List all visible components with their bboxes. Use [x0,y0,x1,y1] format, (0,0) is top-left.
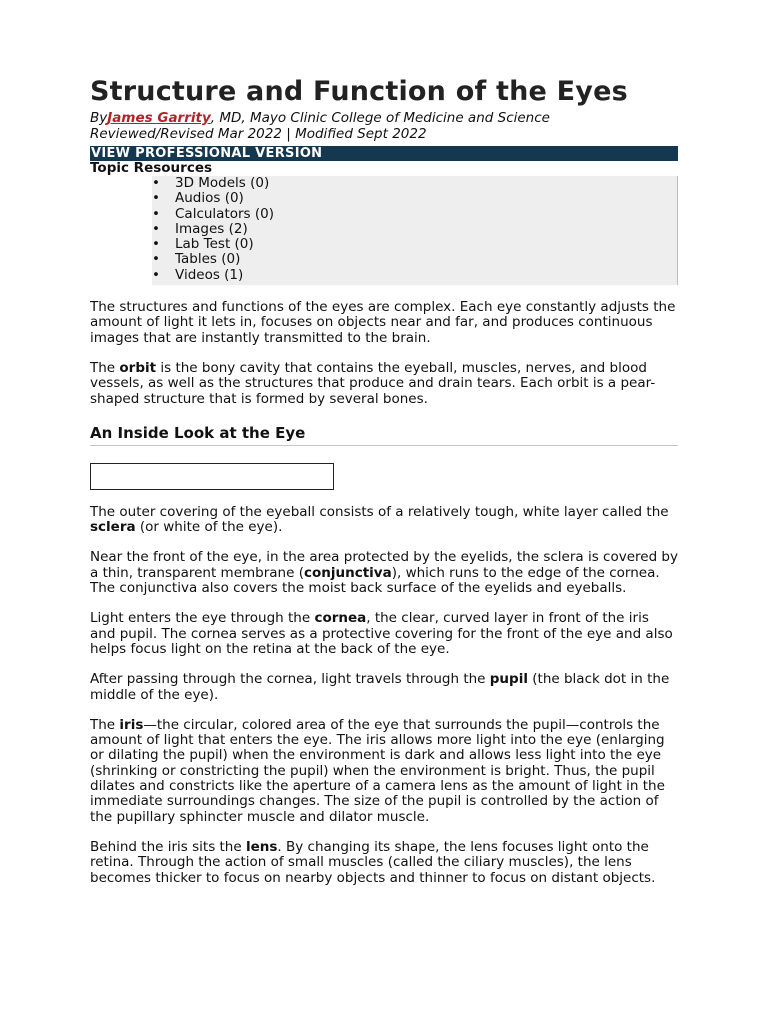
resource-item-videos[interactable]: • Videos (1) [152,266,244,283]
resource-item-audios[interactable]: • Audios (0) [152,190,244,207]
article [90,74,678,886]
bullet-icon: • [152,175,160,191]
bullet-icon: • [152,190,160,207]
bullet-icon: • [152,266,160,283]
paragraph-lens: Behind the iris sits the lens. By changing its shape, the lens focuses light onto the retina. Through the action of small muscles (called the ciliary muscles), the lens becomes thicker to focus on nearby objects and thinner to focus on distant objects. [90,838,656,886]
byline [90,110,678,126]
resource-item-images[interactable]: • Images (2) [152,220,248,237]
section-heading: An Inside Look at the Eye [90,423,678,446]
topic-resources-title: Topic Resources [90,160,213,176]
bullet-icon: • [152,236,160,253]
intro-paragraph-orbit: The orbit is the bony cavity that contains the eyeball, muscles, nerves, and blood vessels, as well as the structures that produce and drain tears. Each orbit is a pear-shaped structure that is formed by several bones. [90,359,656,407]
author-link[interactable]: James Garrity [107,110,211,126]
page-title: Structure and Function of the Eyes [90,76,628,107]
paragraph-conjunctiva: Near the front of the eye, in the area protected by the eyelids, the sclera is covered by a thin, transparent membrane (conjunctiva), which runs to the edge of the cornea. The conjunctiva also covers the moist back surface of the eyelids and eyeballs. [90,549,678,597]
topic-resources-list [152,176,678,285]
resource-item-calculators[interactable]: • Calculators (0) [152,205,275,222]
resource-item-tables[interactable]: • Tables (0) [152,251,241,268]
paragraph-cornea: Light enters the eye through the cornea, the clear, curved layer in front of the iris and pupil. The cornea serves as a protective covering for the front of the eye and also helps focus light on the retina at the back of the eye. [90,610,673,657]
byline-prefix: By [90,110,108,126]
byline-affiliation: , MD, Mayo Clinic College of Medicine and Science [210,110,550,126]
image-placeholder[interactable] [90,463,334,490]
paragraph-sclera: The outer covering of the eyeball consists of a relatively tough, white layer called the sclera (or white of the eye). [90,503,669,536]
bullet-icon: • [152,220,160,237]
bullet-icon: • [152,251,160,268]
resource-item-3d-models[interactable]: • 3D Models (0) [152,175,270,191]
view-professional-version-button[interactable]: VIEW PROFESSIONAL VERSION [90,146,678,161]
bullet-icon: • [152,205,160,222]
resource-item-lab-test[interactable]: • Lab Test (0) [152,236,254,253]
review-dates: Reviewed/Revised Mar 2022 | Modified Sept 2022 [90,126,427,142]
paragraph-iris: The iris—the circular, colored area of the eye that surrounds the pupil—controls the amount of light that enters the eye. The iris allows more light into the eye (enlarging or dilating the pupil) when the environment is dark and allows less light into the eye (shrinking or constricting the pupil) when the environment is bright. Thus, the pupil dilates and constricts like the aperture of a camera lens as the amount of light in the immediate surroundings changes. The size of the pupil is controlled by the action of the pupillary sphincter muscle and dilator muscle. [90,716,665,825]
paragraph-pupil: After passing through the cornea, light travels through the pupil (the black dot in the middle of the eye). [90,671,670,703]
intro-paragraph-1: The structures and functions of the eyes are complex. Each eye constantly adjusts the amount of light it lets in, focuses on objects near and far, and produces continuous images that are instantly transmitted to the brain. [90,299,676,346]
